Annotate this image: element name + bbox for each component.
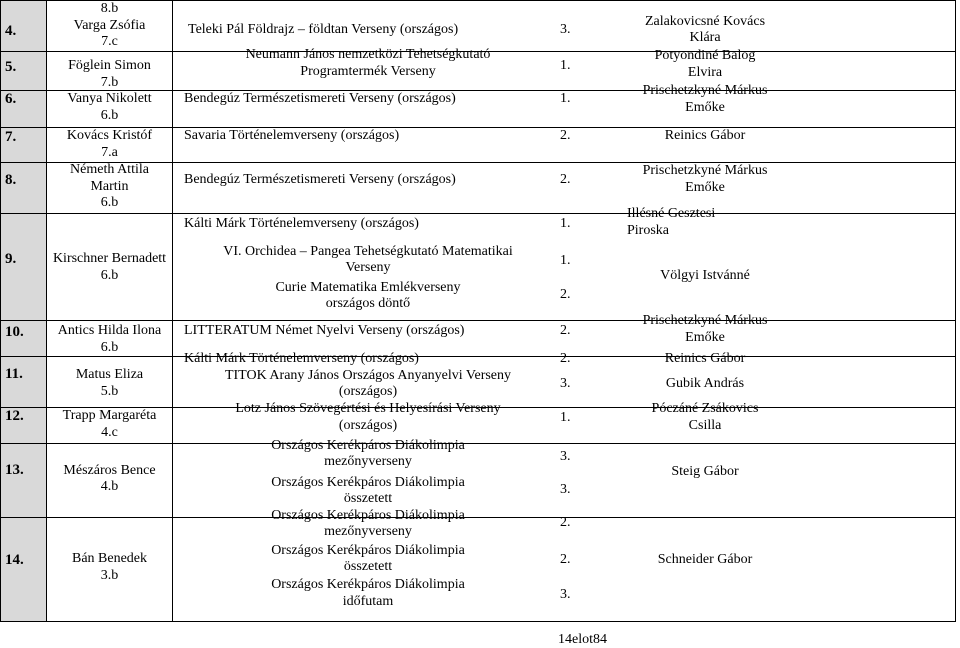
student-name: 4.b [100,479,119,494]
teacher-line: Illésné Gesztesi [627,206,716,221]
competition-line: VI. Orchidea – Pangea Tehetségkutató Matematikai [223,244,513,259]
student-name: Föglein Simon [68,58,151,73]
competition-line: összetett [343,491,393,506]
student-name: Martin [90,179,129,194]
teacher-line: Prischetzkyné Márkus [642,313,768,328]
row-number: 5. [5,59,17,75]
teacher-line: Schneider Gábor [657,552,753,567]
teacher-line: Piroska [627,223,669,238]
competition-line: Programtermék Verseny [300,64,436,79]
place: 1. [560,410,571,425]
teacher-line: Elvira [687,65,723,80]
student-name: Mészáros Bence [63,463,156,478]
row-number: 4. [5,23,17,39]
place: 2. [560,128,571,143]
competition-line: LITTERATUM Német Nyelvi Verseny (országos) [184,323,465,338]
competition-line: Országos Kerékpáros Diákolimpia [271,438,465,453]
teacher-line: Emőke [685,330,725,345]
teacher-line: Reinics Gábor [664,128,746,143]
competition-line: Bendegúz Természetismereti Verseny (országos) [184,91,456,106]
row-number: 10. [5,324,24,340]
student-name: 6.b [100,340,119,355]
teacher-line: Völgyi Istvánné [660,268,750,283]
competition-line: Országos Kerékpáros Diákolimpia [271,508,465,523]
teacher-line: Emőke [685,100,725,115]
student-name: 6.b [100,108,119,123]
student-name: 6.b [100,268,119,283]
student-name: Varga Zsófia [73,18,146,33]
student-name: Vanya Nikolett [67,91,152,106]
student-name: 7.a [101,145,118,160]
row-number: 8. [5,172,17,188]
student-name: 7.b [100,75,119,90]
teacher-line: Klára [689,30,721,45]
place: 2. [560,552,571,567]
student-name: Kovács Kristóf [66,128,153,143]
student-name: Matus Eliza [75,367,144,382]
competition-line: Savaria Történelemverseny (országos) [184,128,400,143]
row-number: 6. [5,91,17,107]
place: 3. [560,587,571,602]
place: 3. [560,376,571,391]
place: 2. [560,351,571,366]
student-name: Trapp Margaréta [62,408,157,423]
teacher-line: Póczáné Zsákovics [651,401,759,416]
teacher-line: Zalakovicsné Kovács [644,14,766,29]
competition-line: mezőnyverseny [324,524,412,539]
teacher-line: Prischetzkyné Márkus [642,83,768,98]
place: 2. [560,323,571,338]
student-name: 6.b [100,195,119,210]
competition-line: Teleki Pál Földrajz – földtan Verseny (országos) [188,22,459,37]
competition-line: országos döntő [325,296,411,311]
place: 2. [560,515,571,530]
teacher-line: Potyondiné Balog [654,48,756,63]
place: 3. [560,482,571,497]
place: 3. [560,449,571,464]
student-name: Németh Attila [70,162,149,177]
student-name: 8.b [100,1,119,16]
student-name: 3.b [100,568,119,583]
competition-line: Országos Kerékpáros Diákolimpia [271,543,465,558]
competition-line: időfutam [342,594,394,609]
student-name: Antics Hilda Ilona [57,323,162,338]
competition-line: Verseny [345,260,391,275]
competition-line: Bendegúz Természetismereti Verseny (országos) [184,172,456,187]
student-name: 7.c [101,34,118,49]
competition-line: összetett [343,559,393,574]
teacher-line: Emőke [685,180,725,195]
teacher-line: Prischetzkyné Márkus [642,163,768,178]
teacher-line: Reinics Gábor [664,351,746,366]
teacher-line: Gubik András [665,376,745,391]
competition-line: mezőnyverseny [324,454,412,469]
teacher-line: Csilla [688,418,722,433]
place: 1. [560,58,571,73]
place: 3. [560,22,571,37]
student-name: Bán Benedek [71,551,148,566]
row-number: 9. [5,251,17,267]
row-number: 12. [5,408,24,424]
row-number: 11. [5,366,23,382]
competition-line: Kálti Márk Történelemverseny (országos) [184,351,419,366]
competition-line: TITOK Arany János Országos Anyanyelvi Verseny [224,368,512,383]
place: 1. [560,253,571,268]
student-name: 4.c [101,425,118,440]
competition-line: (országos) [338,418,398,433]
place: 1. [560,216,571,231]
page-footer: 14elot84 [558,632,607,647]
competition-line: Kálti Márk Történelemverseny (országos) [184,216,419,231]
student-name: Kirschner Bernadett [52,251,167,266]
competition-line: Országos Kerékpáros Diákolimpia [271,475,465,490]
place: 2. [560,172,571,187]
teacher-line: Steig Gábor [671,464,739,479]
row-number: 13. [5,462,24,478]
row-number: 7. [5,129,17,145]
competition-line: Curie Matematika Emlékverseny [275,280,461,295]
competition-line: Országos Kerékpáros Diákolimpia [271,577,465,592]
place: 1. [560,91,571,106]
student-name: 5.b [100,384,119,399]
place: 2. [560,287,571,302]
competition-line: Neumann János nemzetközi Tehetségkutató [245,47,491,62]
row-number: 14. [5,552,24,568]
competition-line: (országos) [338,384,398,399]
competition-line: Lotz János Szövegértési és Helyesírási Verseny [235,401,501,416]
